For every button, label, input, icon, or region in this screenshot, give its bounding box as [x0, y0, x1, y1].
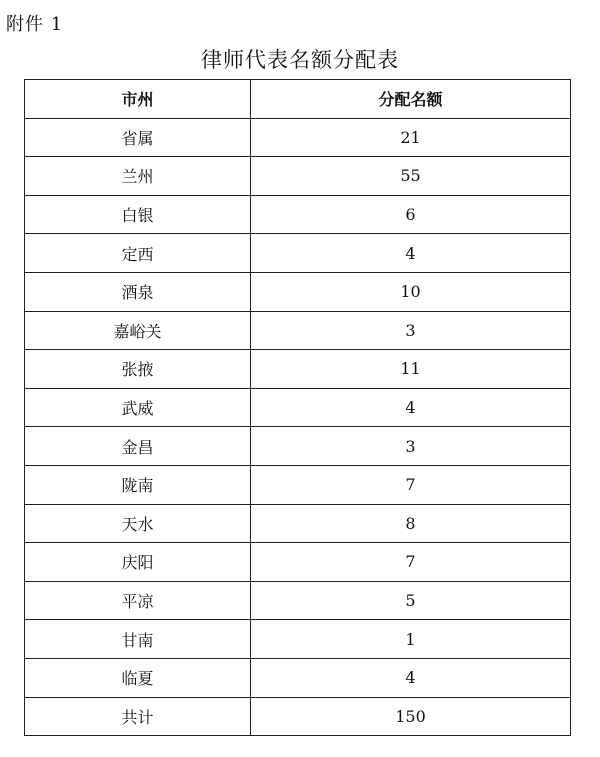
quota-cell: 7 — [251, 543, 571, 582]
city-cell: 省属 — [25, 118, 251, 157]
city-cell: 酒泉 — [25, 272, 251, 311]
city-cell: 嘉峪关 — [25, 311, 251, 350]
city-cell: 甘南 — [25, 620, 251, 659]
total-label-cell: 共计 — [25, 697, 251, 736]
city-cell: 陇南 — [25, 465, 251, 504]
attachment-label: 附件 1 — [6, 14, 64, 35]
table-row — [25, 388, 571, 427]
quota-cell: 7 — [251, 465, 571, 504]
table-row — [25, 157, 571, 196]
city-cell: 天水 — [25, 504, 251, 543]
table-row — [25, 350, 571, 389]
table-row — [25, 311, 571, 350]
table-row — [25, 504, 571, 543]
quota-cell: 1 — [251, 620, 571, 659]
table-row — [25, 195, 571, 234]
city-cell: 白银 — [25, 195, 251, 234]
table-row — [25, 620, 571, 659]
table-row — [25, 581, 571, 620]
quota-cell: 11 — [251, 350, 571, 389]
city-cell: 武威 — [25, 388, 251, 427]
city-cell: 金昌 — [25, 427, 251, 466]
table-row — [25, 118, 571, 157]
header-city: 市州 — [25, 80, 251, 119]
table-row — [25, 272, 571, 311]
table-header-row — [25, 80, 571, 119]
quota-cell: 3 — [251, 311, 571, 350]
city-cell: 定西 — [25, 234, 251, 273]
table-total-row — [25, 697, 571, 736]
quota-cell: 8 — [251, 504, 571, 543]
city-cell: 张掖 — [25, 350, 251, 389]
document-title: 律师代表名额分配表 — [201, 48, 399, 72]
quota-cell: 6 — [251, 195, 571, 234]
quota-cell: 4 — [251, 234, 571, 273]
table-row — [25, 465, 571, 504]
quota-cell: 5 — [251, 581, 571, 620]
header-quota: 分配名额 — [251, 80, 571, 119]
quota-cell: 21 — [251, 118, 571, 157]
quota-cell: 10 — [251, 272, 571, 311]
city-cell: 兰州 — [25, 157, 251, 196]
quota-cell: 3 — [251, 427, 571, 466]
quota-cell: 4 — [251, 388, 571, 427]
table-row — [25, 658, 571, 697]
city-cell: 平凉 — [25, 581, 251, 620]
city-cell: 庆阳 — [25, 543, 251, 582]
table-row — [25, 234, 571, 273]
quota-cell: 55 — [251, 157, 571, 196]
total-quota-cell: 150 — [251, 697, 571, 736]
quota-cell: 4 — [251, 658, 571, 697]
city-cell: 临夏 — [25, 658, 251, 697]
quota-table — [24, 79, 571, 736]
table-row — [25, 427, 571, 466]
table-row — [25, 543, 571, 582]
